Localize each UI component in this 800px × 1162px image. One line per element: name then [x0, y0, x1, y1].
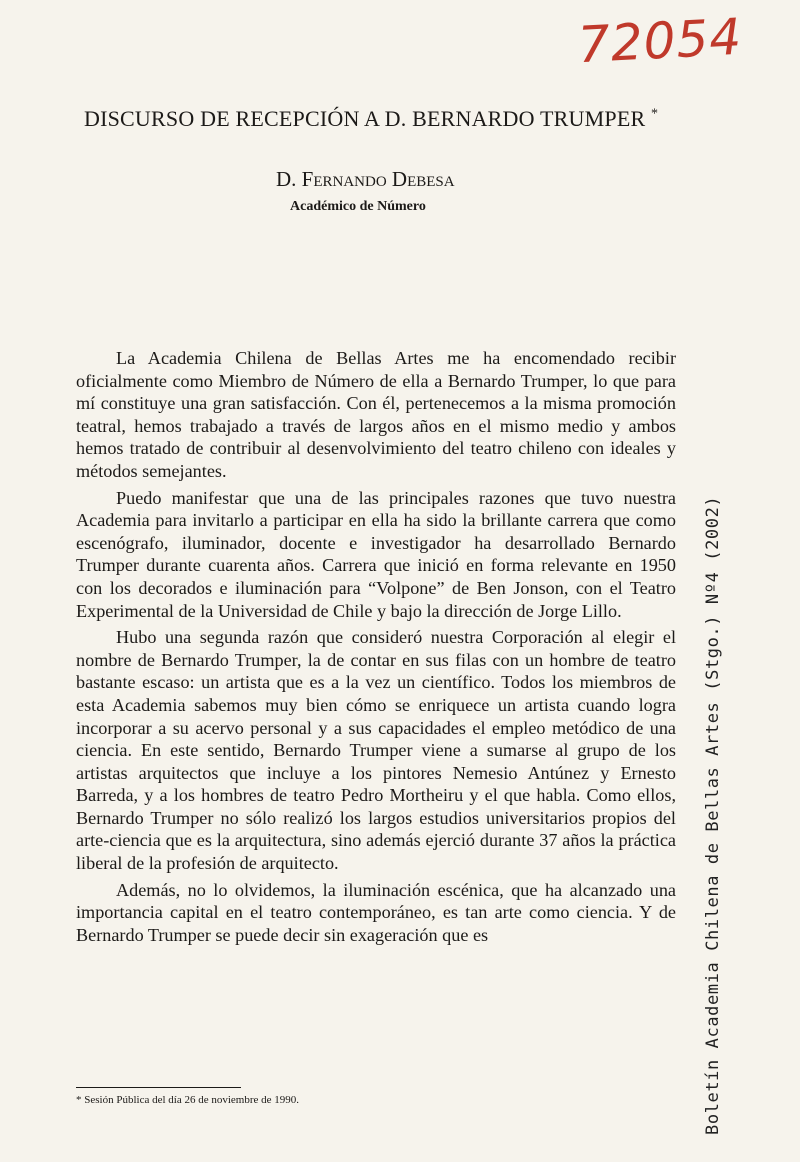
document-title	[84, 106, 684, 132]
handwritten-note: 72054	[576, 7, 744, 75]
paragraph: La Academia Chilena de Bellas Artes me ha encomendado recibir oficialmente como Miembro de Número de ella a Bernardo Trumper, lo que para mí constituye una gran satisfacción. Con él, pertenecemos a la misma promoción teatral, hemos trabajado a través de largos años en el mismo medio y ambos hemos tratado de contribuir al desenvolvimiento del teatro chileno con ideales y métodos semejantes.	[76, 348, 676, 481]
footnote: * Sesión Pública del día 26 de noviembre de 1990.	[76, 1094, 300, 1106]
title-footnote-mark: *	[651, 106, 659, 122]
footnote-divider	[76, 1087, 241, 1088]
title-text: DISCURSO DE RECEPCIÓN A D. BERNARDO TRUMPER	[84, 106, 646, 131]
paragraph: Además, no lo olvidemos, la iluminación escénica, que ha alcanzado una importancia capital en el teatro contemporáneo, es tan arte como ciencia. Y de Bernardo Trumper se puede decir sin exageración que es	[76, 879, 676, 945]
body-text	[76, 347, 676, 950]
paragraph: Puedo manifestar que una de las principales razones que tuvo nuestra Academia para invitarlo a participar en ella ha sido la brillante carrera que como escenógrafo, iluminador, docente e investigador ha desarrollado Bernardo Trumper durante cuarenta años. Carrera que inició en forma relevante en 1950 con los decorados e iluminación para “Volpone” de Ben Jonson, con el Teatro Experimental de la Universidad de Chile y bajo la dirección de Jorge Lillo.	[76, 487, 676, 621]
spine-label: Boletín Academia Chilena de Bellas Artes (Stgo.) Nº4 (2002)	[703, 495, 723, 1135]
author-name: D. Fernando Debesa	[276, 167, 455, 191]
paragraph: Hubo una segunda razón que consideró nuestra Corporación al elegir el nombre de Bernardo Trumper, la de contar en sus filas con un hombre de teatro bastante escaso: un artista que es a la vez un científico. Todos los miembros de esta Academia sabemos muy bien cómo se enriquece un artista cuando logra incorporar a su acervo personal y a sus capacidades el empleo metódico de una ciencia. En este sentido, Bernardo Trumper viene a sumarse al grupo de los artistas arquitectos que incluye a los pintores Nemesio Antúnez y Ernesto Barreda, y a los hombres de teatro Pedro Mortheiru y el que habla. Como ellos, Bernardo Trumper no sólo realizó los largos estudios universitarios propios del arte-ciencia que es la arquitectura, sino además ejerció durante 37 años la práctica liberal de la profesión de arquitecto.	[76, 627, 676, 874]
author-role: Académico de Número	[290, 199, 426, 214]
